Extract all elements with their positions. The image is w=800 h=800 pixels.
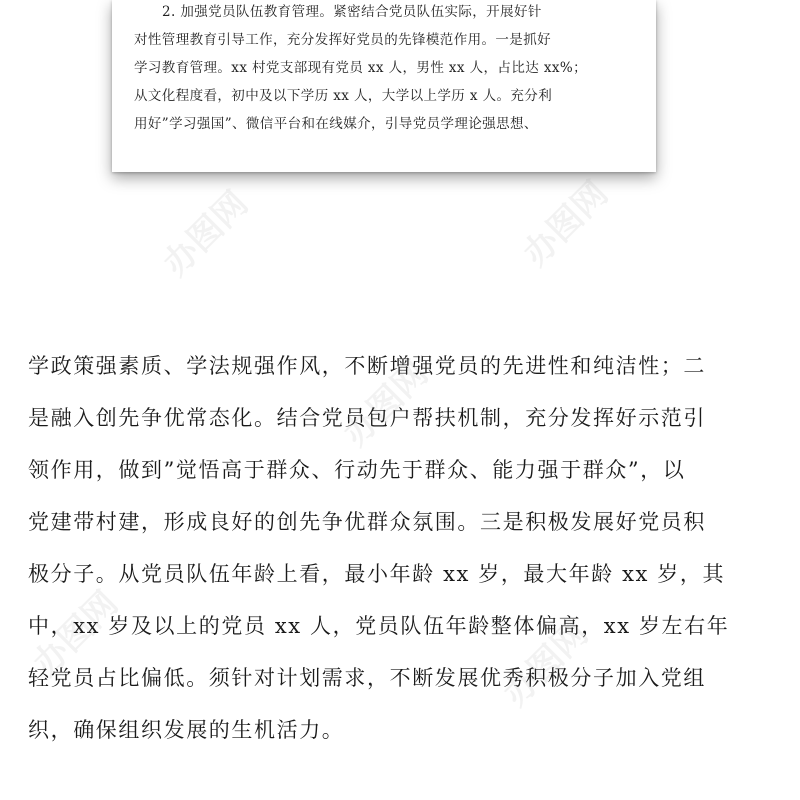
- watermark: 办图网: [335, 353, 437, 454]
- watermark: 办图网: [25, 583, 127, 684]
- excerpt-line: 学习教育管理。xx 村党支部现有党员 xx 人，男性 xx 人，占比达 xx%；: [134, 60, 587, 76]
- body-line: 党建带村建，形成良好的创先争优群众氛围。三是积极发展好党员积: [28, 510, 706, 534]
- body-line: 是融入创先争优常态化。结合党员包户帮扶机制，充分发挥好示范引: [28, 406, 706, 430]
- body-line: 轻党员占比偏低。须针对计划需求，不断发展优秀积极分子加入党组: [28, 666, 706, 690]
- watermark: 办图网: [155, 183, 257, 284]
- body-line: 领作用，做到”觉悟高于群众、行动先于群众、能力强于群众”，以: [28, 458, 686, 482]
- excerpt-line: 从文化程度看，初中及以下学历 xx 人，大学以上学历 x 人。充分利: [134, 88, 553, 104]
- watermark: 办图网: [515, 173, 617, 274]
- excerpt-line: 2. 加强党员队伍教育管理。紧密结合党员队伍实际，开展好针: [162, 4, 542, 20]
- excerpt-line: 对性管理教育引导工作，充分发挥好党员的先锋模范作用。一是抓好: [134, 32, 551, 48]
- body-line: 中，xx 岁及以上的党员 xx 人，党员队伍年龄整体偏高，xx 岁左右年: [28, 614, 730, 638]
- document-body: [28, 340, 774, 756]
- excerpt-card: [112, 0, 656, 172]
- body-line: 织，确保组织发展的生机活力。: [28, 718, 345, 742]
- excerpt-text: [134, 0, 634, 138]
- body-line: 极分子。从党员队伍年龄上看，最小年龄 xx 岁，最大年龄 xx 岁，其: [28, 562, 726, 586]
- watermark: 办图网: [495, 613, 597, 714]
- body-line: 学政策强素质、学法规强作风，不断增强党员的先进性和纯洁性；二: [28, 354, 706, 378]
- excerpt-line: 用好”学习强国”、微信平台和在线媒介，引导党员学理论强思想、: [134, 116, 538, 132]
